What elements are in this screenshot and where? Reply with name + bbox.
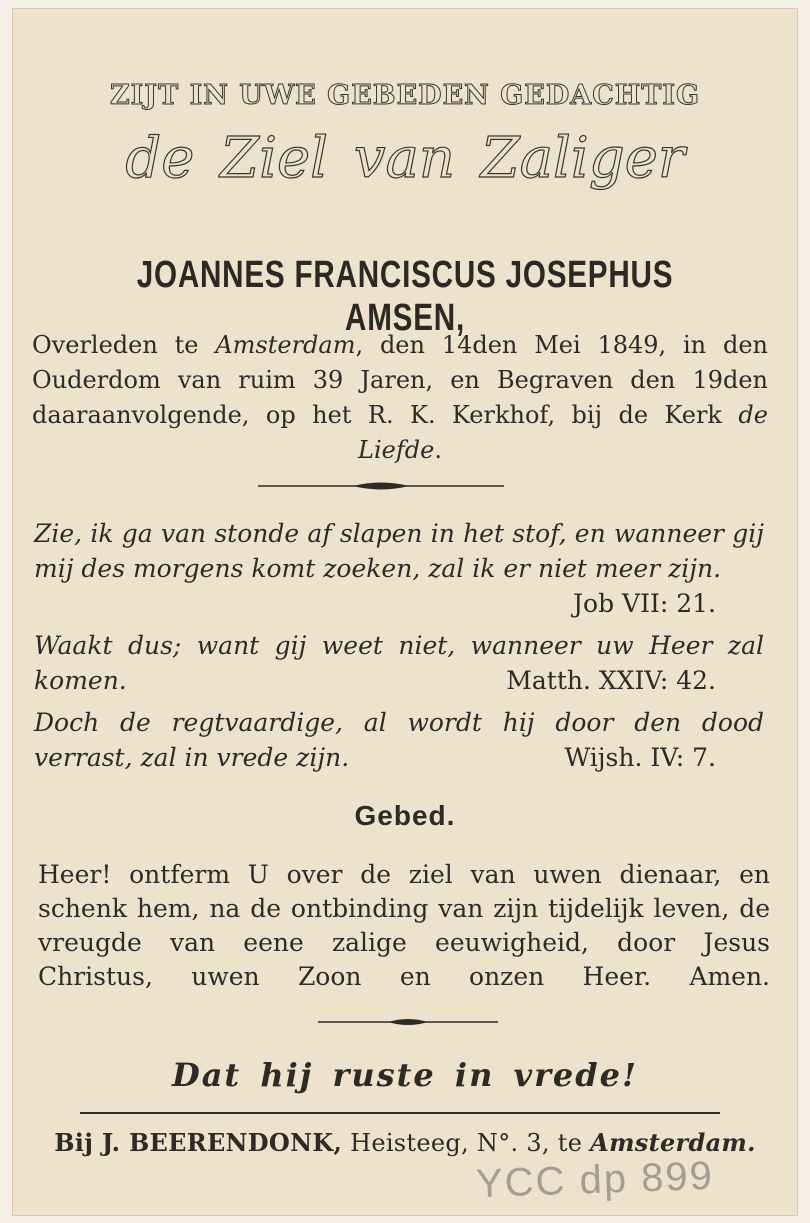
header-line-1: ZIJT IN UWE GEBEDEN GEDACHTIG xyxy=(109,80,701,111)
printer-name: Bij J. BEERENDONK, xyxy=(54,1128,343,1157)
details-church: de Liefde xyxy=(358,401,768,464)
prayer-text: Heer! ontferm U over de ziel van uwen dienaar, en schenk hem, na de ontbinding van zijn tijdelijk leven, de vreugde van eene zalige eeuwigheid, door Jesus Christus, uwen Zoon en onzen Heer. Amen. xyxy=(38,860,770,991)
bottom-rule xyxy=(80,1112,720,1114)
header-line-2: de Ziel van Zaliger xyxy=(125,126,685,191)
verse-1-reference: Job VII: 21. xyxy=(573,589,716,618)
ornament-divider-bottom xyxy=(318,1016,498,1028)
closing-line: Dat hij ruste in vrede! xyxy=(171,1056,639,1094)
memorial-card xyxy=(12,8,798,1216)
ornament-divider-top xyxy=(258,480,504,492)
printer-city: Amsterdam. xyxy=(590,1128,756,1157)
verse-1 xyxy=(34,516,764,621)
verse-3-reference: Wijsh. IV: 7. xyxy=(564,743,716,772)
deceased-name: JOANNES FRANCISCUS JOSEPHUS AMSEN, xyxy=(136,254,674,339)
verse-2-reference: Matth. XXIV: 42. xyxy=(506,666,716,695)
details-part-3: . xyxy=(434,436,442,464)
prayer-title: Gebed. xyxy=(354,800,456,831)
death-details xyxy=(32,328,768,468)
verse-1-text: Zie, ik ga van stonde af slapen in het stof, en wanneer gij mij des morgens komt zoeken, zal ik er niet meer zijn. xyxy=(34,519,764,583)
verse-3-text: Doch de regtvaardige, al wordt hij door den dood verrast, zal in vrede zijn. xyxy=(34,708,764,772)
verse-3 xyxy=(34,705,764,775)
verse-2-text: Waakt dus; want gij weet niet, wanneer uw Heer zal komen. xyxy=(34,631,764,695)
printer-street: Heisteeg, N°. 3, te xyxy=(342,1129,591,1157)
archive-pencil-mark: YCC dp 899 xyxy=(475,1153,715,1207)
details-place: Amsterdam xyxy=(215,331,356,359)
verse-2 xyxy=(34,628,764,698)
details-part-1: Overleden te xyxy=(32,331,216,359)
details-part-2: , den 14den Mei 1849, in den Ouderdom van ruim 39 Jaren, en Begraven den 19den daaraanvolgende, op het R. K. Kerkhof, bij de Kerk xyxy=(32,331,768,429)
printer-imprint xyxy=(12,1128,798,1157)
